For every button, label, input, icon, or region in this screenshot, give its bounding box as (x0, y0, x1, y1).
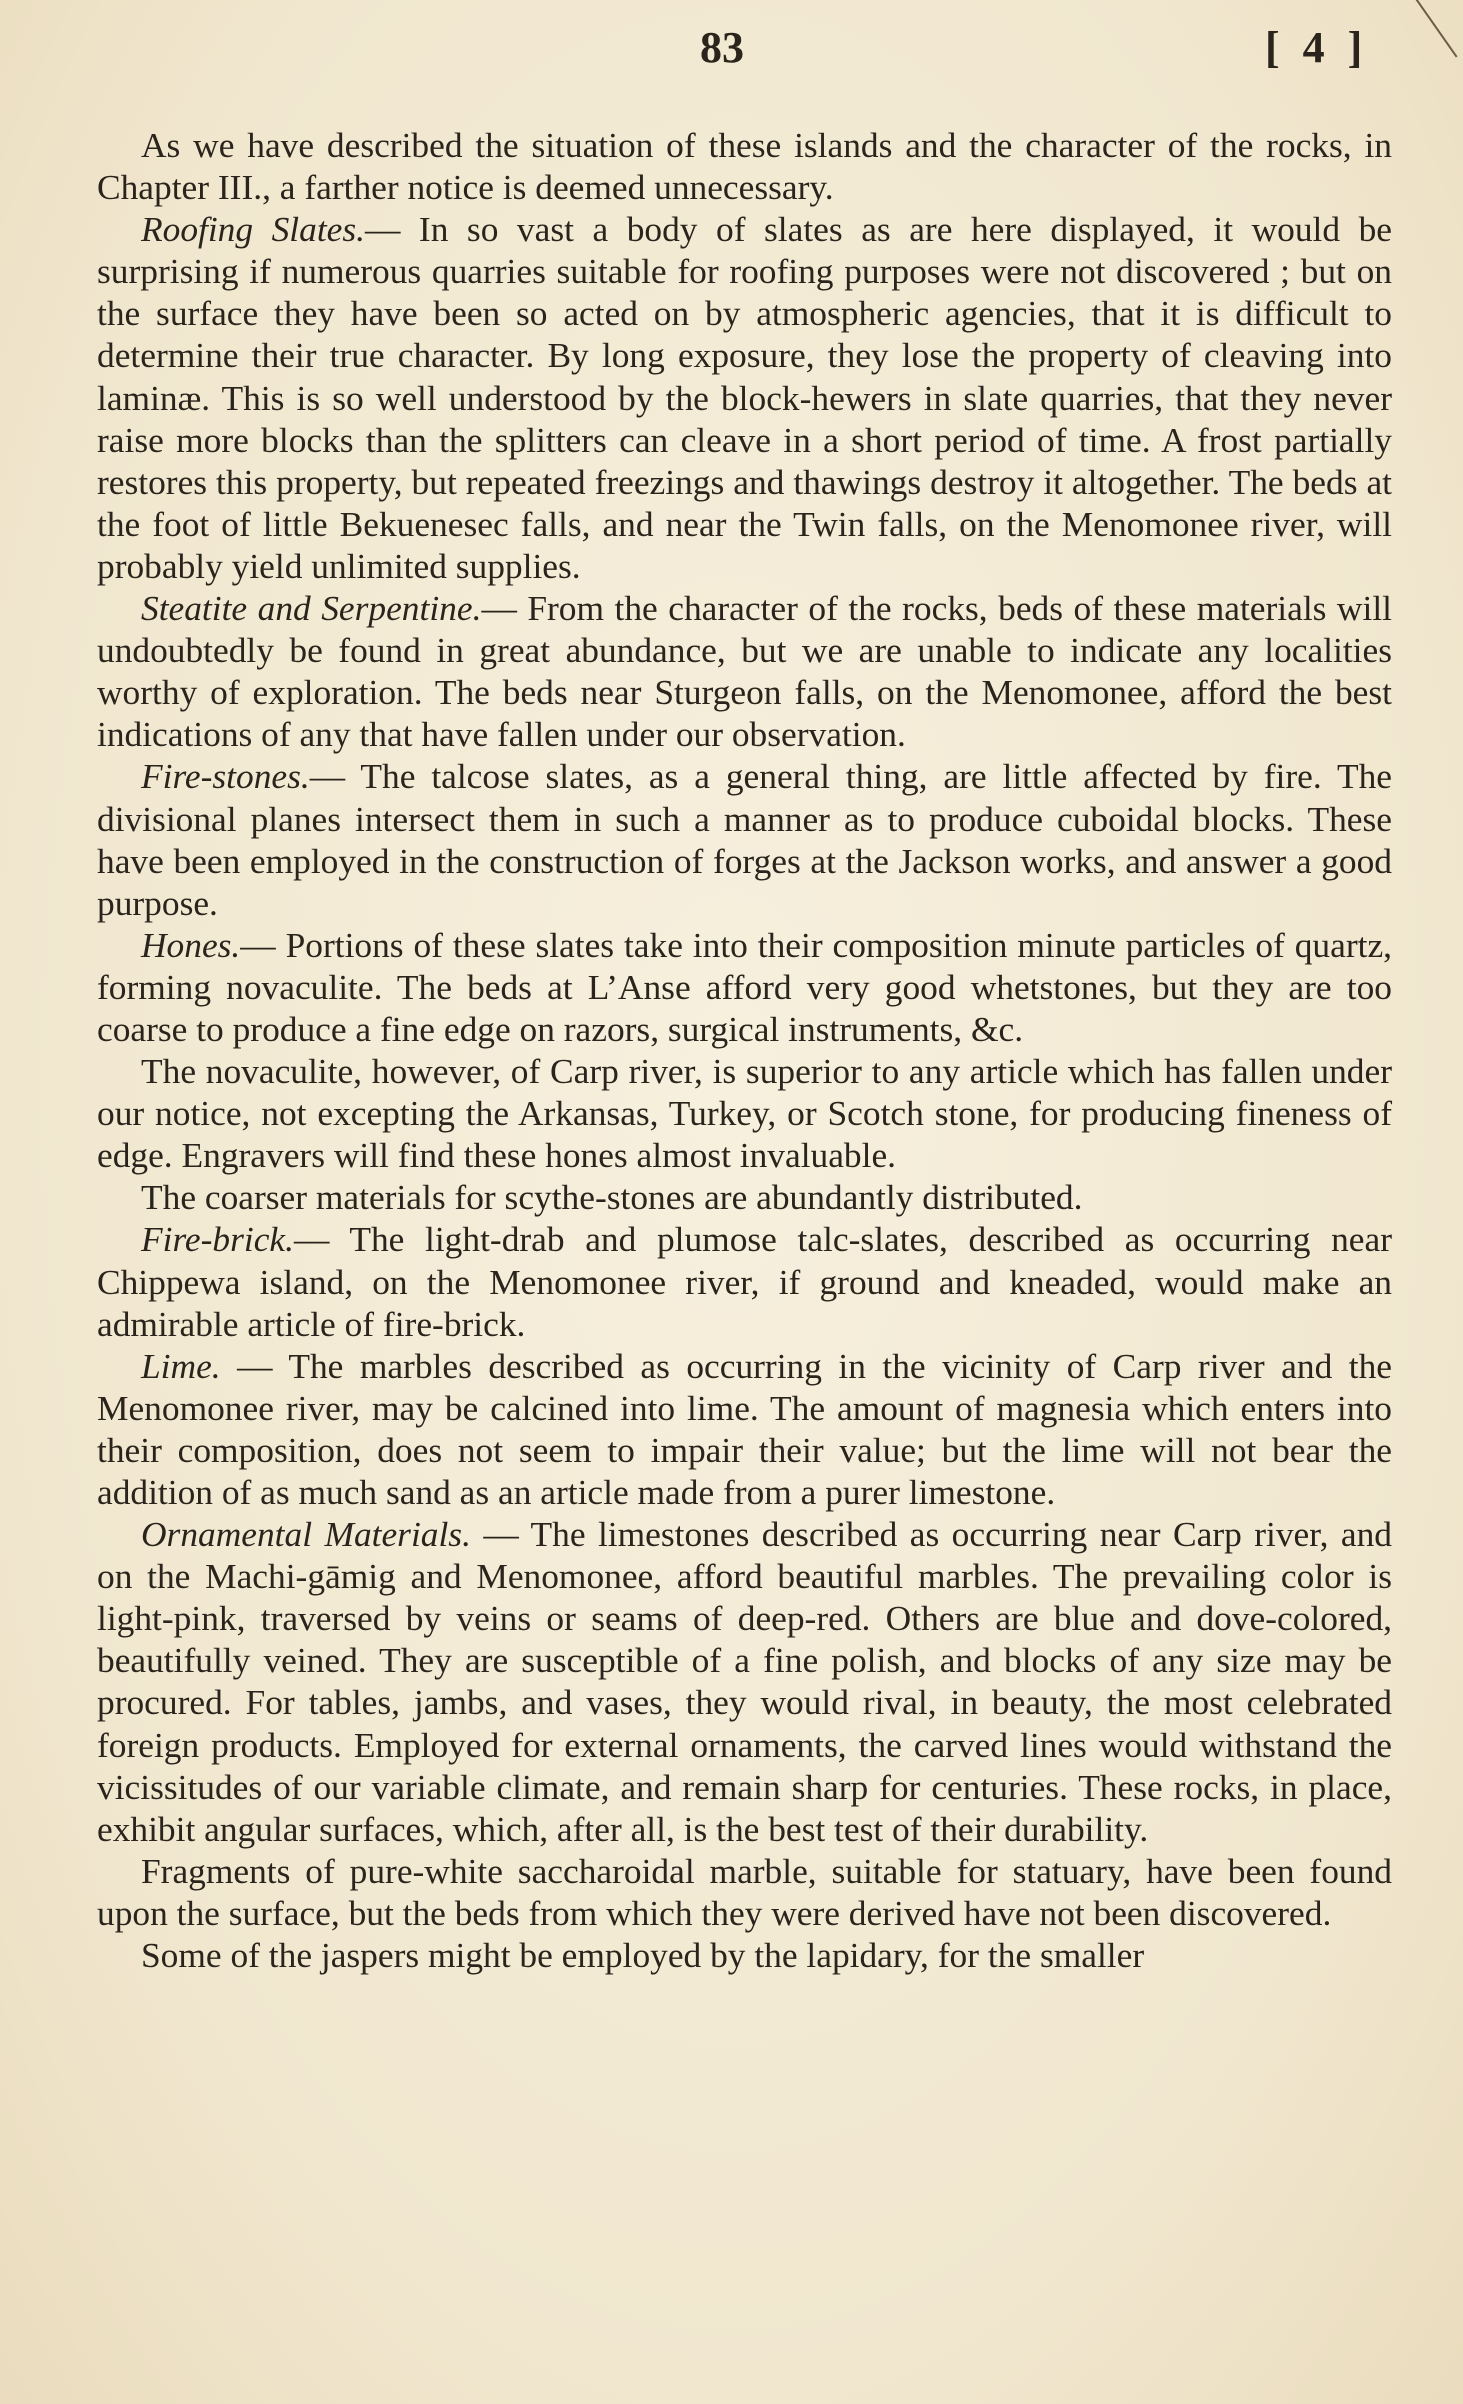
page-header (0, 22, 1463, 82)
paragraph-text: — Portions of these slates take into their composition minute particles of quartz, forming novaculite. The beds at L’Anse afford very good whetstones, but they are too coarse to produce a fine edge on razors, surgical instruments, &c. (97, 924, 1392, 1049)
paragraph (97, 1218, 1392, 1344)
paragraph-text: The coarser materials for scythe-stones are abundantly distributed. (141, 1177, 1083, 1218)
paragraph (97, 1176, 1392, 1218)
document-reference: [ 4 ] (1265, 23, 1369, 72)
paragraph (97, 755, 1392, 923)
paragraph-term: Steatite and Serpentine. (141, 588, 482, 629)
paragraph-text: — The light-drab and plumose talc-slates, described as occurring near Chippewa island, on the Menomonee river, if ground and kneaded, would make an admirable article of fire-brick. (97, 1219, 1392, 1344)
paragraph (97, 924, 1392, 1050)
paragraph (97, 1513, 1392, 1850)
paragraph-text: — In so vast a body of slates as are here displayed, it would be surprising if numerous quarries suitable for roofing purposes were not discovered ; but on the surface they have been so acted on by atmospheric agencies, that it is difficult to determine their true character. By long exposure, they lose the property of cleaving into laminæ. This is so well understood by the block-hewers in slate quarries, that they never raise more blocks than the splitters can cleave in a short period of time. A frost partially restores this property, but repeated freezings and thawings destroy it altogether. The beds at the foot of little Bekuenesec falls, and near the Twin falls, on the Menomonee river, will probably yield unlimited supplies. (97, 209, 1392, 586)
paragraph (97, 587, 1392, 755)
paragraph (97, 1934, 1392, 1976)
paragraph-text: — The talcose slates, as a general thing, are little affected by fire. The divisional planes intersect them in such a manner as to produce cuboidal blocks. These have been employed in the construction of forges at the Jackson works, and answer a good purpose. (97, 756, 1392, 923)
paragraph (97, 208, 1392, 587)
paragraph-text: Some of the jaspers might be employed by the lapidary, for the smaller (141, 1935, 1145, 1976)
paragraph (97, 124, 1392, 208)
corner-mark (1410, 0, 1463, 58)
paragraph (97, 1345, 1392, 1513)
paragraph (97, 1050, 1392, 1176)
page-number: 83 (700, 23, 744, 72)
paragraph-term: Hones. (141, 924, 241, 965)
paragraph-text: — From the character of the rocks, beds of these materials will undoubtedly be found in great abundance, but we are unable to indicate any localities worthy of exploration. The beds near Sturgeon falls, on the Menomonee, afford the best indications of any that have fallen under our observation. (97, 588, 1392, 755)
paragraph-text: — The marbles described as occurring in the vicinity of Carp river and the Menomonee river, may be calcined into lime. The amount of magnesia which enters into their composition, does not seem to impair their value; but the lime will not bear the addition of as much sand as an article made from a purer limestone. (97, 1345, 1392, 1512)
paragraph-text: The novaculite, however, of Carp river, is superior to any article which has fallen under our notice, not excepting the Arkansas, Turkey, or Scotch stone, for producing fineness of edge. Engravers will find these hones almost invaluable. (97, 1051, 1392, 1176)
paragraph-term: Lime. (141, 1345, 221, 1386)
paragraph-text: As we have described the situation of these islands and the character of the rocks, in Chapter III., a farther notice is deemed unnecessary. (97, 125, 1392, 208)
paragraph-term: Fire-stones. (141, 756, 310, 797)
paragraph-term: Fire-brick. (141, 1219, 294, 1260)
paragraph-text: Fragments of pure-white saccharoidal marble, suitable for statuary, have been found upon the surface, but the beds from which they were derived have not been discovered. (97, 1850, 1392, 1933)
paragraph (97, 1850, 1392, 1934)
paragraph-term: Ornamental Materials. (141, 1514, 471, 1555)
paragraph-text: — The limestones described as occurring near Carp river, and on the Machi-gāmig and Menomonee, afford beautiful marbles. The prevailing color is light-pink, traversed by veins or seams of deep-red. Others are blue and dove-colored, beautifully veined. They are susceptible of a fine polish, and blocks of any size may be procured. For tables, jambs, and vases, they would rival, in beauty, the most celebrated foreign products. Employed for external ornaments, the carved lines would withstand the vicissitudes of our variable climate, and remain sharp for centuries. These rocks, in place, exhibit angular surfaces, which, after all, is the best test of their durability. (97, 1514, 1392, 1849)
body-text (97, 124, 1392, 1976)
paragraph-term: Roofing Slates. (141, 209, 365, 250)
